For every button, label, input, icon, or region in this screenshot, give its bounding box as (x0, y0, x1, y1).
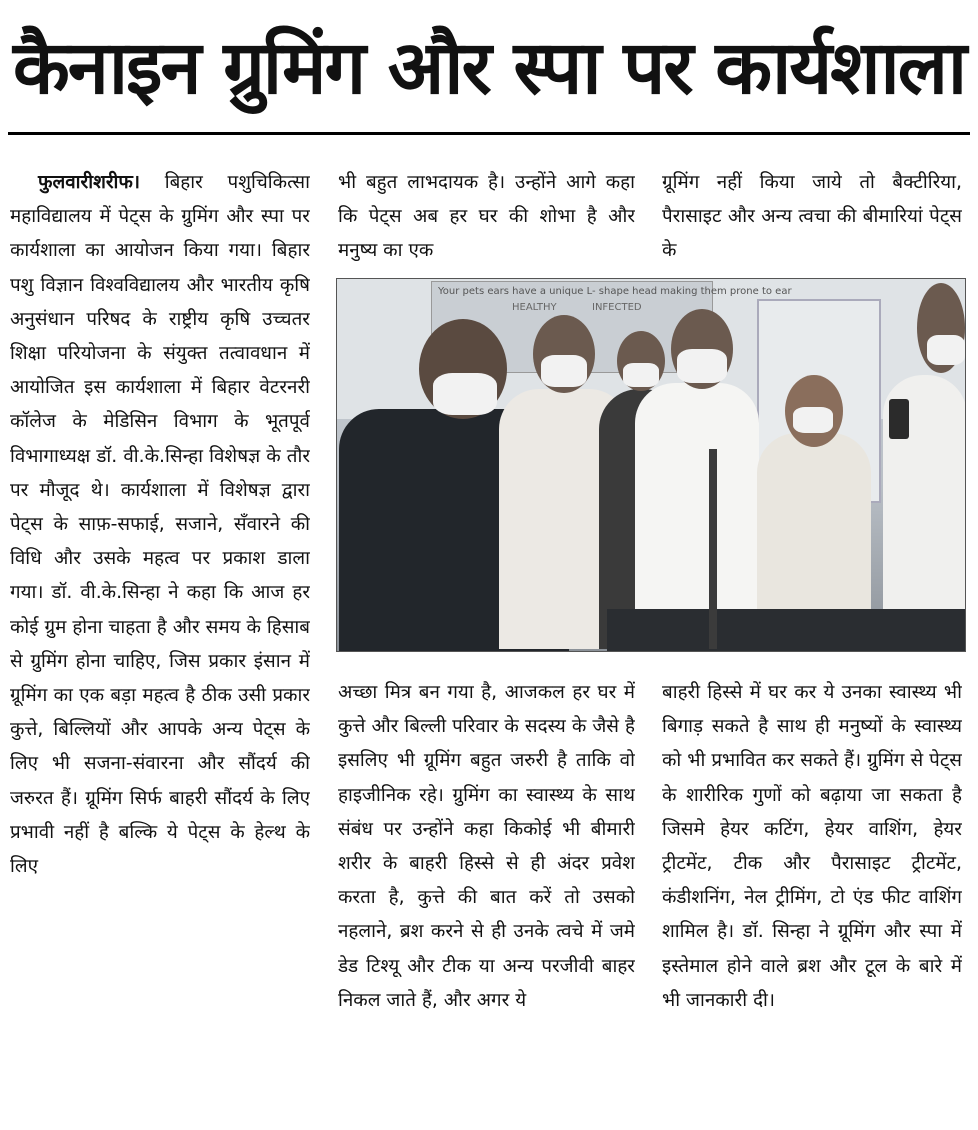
headline: कैनाइन ग्रुमिंग और स्पा पर कार्यशाला (12, 25, 966, 111)
article-text-col3a: ग्रूमिंग नहीं किया जाये तो बैक्टीरिया, पैरासाइट और अन्य त्वचा की बीमारियां पेट्स के (662, 172, 962, 262)
article-text-col1: बिहार पशुचिकित्सा महाविद्यालय में पेट्स के ग्रुमिंग और स्पा पर कार्यशाला का आयोजन किया गया। बिहार पशु विज्ञान विश्वविद्यालय और भारतीय कृषि अनुसंधान परिषद के राष्ट्रीय कृषि उच्चतर शिक्षा परियोजना के संयुक्त तत्वावधान में आयोजित इस कार्यशाला में बिहार वेटरनरी कॉलेज के मेडिसिन विभाग के भूतपूर्व विभागाध्यक्ष डॉ. वी.के.सिन्हा विशेषज्ञ के तौर पर मौजूद थे। कार्यशाला में विशेषज्ञ द्वारा पेट्स के साफ़-सफाई, सजाने, सँवारने की विधि और उसके महत्व पर प्रकाश डाला गया। डॉ. वी.के.सिन्हा ने कहा कि आज हर कोई ग्रुम होना चाहता है और समय के हिसाब से ग्रुमिंग होना चाहिए, जिस प्रकार इंसान में ग्रूमिंग का एक बड़ा महत्व है ठीक उसी प्रकार कुत्ते, बिल्लियों और आपके अन्य पेट्स के लिए भी सजना-संवारना और सौंदर्य की जरुरत हैं। ग्रूमिंग सिर्फ बाहरी सौंदर्य के लिए प्रभावी नहीं है बल्कि ये पेट्स के हेल्थ के लिए (10, 172, 310, 878)
poster-text: Your pets ears have a unique L- shape head making them prone to ear (438, 286, 792, 297)
article-column-2-top (338, 166, 635, 270)
photo-table (607, 609, 965, 651)
article-text-col3b: बाहरी हिस्से में घर कर ये उनका स्वास्थ्य भी बिगाड़ सकते है साथ ही मनुष्यों के स्वास्थ्य को भी प्रभावित कर सकते हैं। ग्रुमिंग से पेट्स के शारीरिक गुणों को बढ़ाया जा सकता है जिसमे हेयर कटिंग, हेयर वाशिंग, हेयर ट्रीटमेंट, टीक और पैरासाइट ट्रीटमेंट, कंडीशनिंग, नेल ट्रीमिंग, टो एंड फीट वाशिंग शामिल है। डॉ. सिन्हा ने ग्रूमिंग और स्पा में इस्तेमाल होने वाले ब्रश और टूल के बारे में भी जानकारी दी। (662, 682, 962, 1011)
article-column-3-top (662, 166, 962, 270)
article-text-col2b: अच्छा मित्र बन गया है, आजकल हर घर में कुत्ते और बिल्ली परिवार के सदस्य के जैसे है इसलिए भी ग्रूमिंग बहुत जरुरी है ताकि वो हाइजीनिक रहे। ग्रुमिंग का स्वास्थ्य के साथ संबंध पर उन्होंने कहा किकोई भी बीमारी शरीर के बाहरी हिस्से से ही अंदर प्रवेश करता है, कुत्ते की बात करें तो उसको नहलाने, ब्रश करने से ही उनके त्वचे में जमे डेड टिश्यू और टीक या अन्य परजीवी बाहर निकल जाते हैं, और अगर ये (338, 682, 635, 1011)
article-column-3-bottom (662, 676, 962, 1126)
article-column-1 (10, 166, 310, 1126)
poster-label-infected: INFECTED (592, 302, 642, 313)
headline-rule (8, 132, 970, 135)
photo-stand (709, 449, 717, 649)
article-text-col2a: भी बहुत लाभदायक है। उन्होंने आगे कहा कि पेट्स अब हर घर की शोभा है और मनुष्य का एक (338, 172, 635, 262)
article-column-2-bottom (338, 676, 635, 1126)
poster-label-healthy: HEALTHY (512, 302, 557, 313)
dateline: फुलवारीशरीफ। (38, 172, 140, 193)
news-photo (336, 278, 966, 652)
